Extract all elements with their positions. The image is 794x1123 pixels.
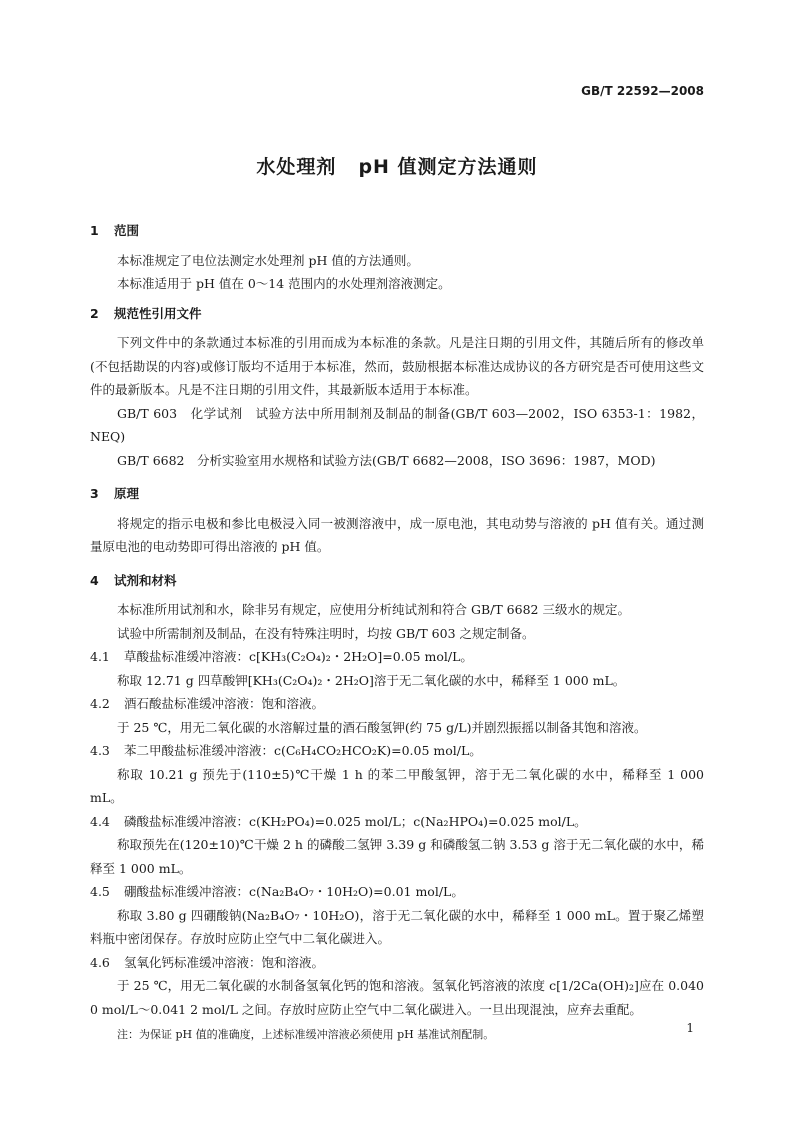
paragraph: 下列文件中的条款通过本标准的引用而成为本标准的条款。凡是注日期的引用文件，其随后所有的修改单(不包括勘误的内容)或修订版均不适用于本标准，然而，鼓励根据本标准达成协议的各方研究是否可使用这些文件的最新版本。凡是不注日期的引用文件，其最新版本适用于本标准。 <box>90 335 704 397</box>
paragraph: 称取预先在(120±10)℃干燥 2 h 的磷酸二氢钾 3.39 g 和磷酸氢二钠 3.53 g 溶于无二氧化碳的水中，稀释至 1 000 mL。 <box>90 837 704 876</box>
subsection-title: 4.5 硼酸盐标准缓冲溶液：c(Na₂B₄O₇・10H₂O)=0.01 mol/L。 <box>90 884 464 899</box>
section-heading-3: 3 原理 <box>90 486 140 501</box>
paragraph: 称取 3.80 g 四硼酸钠(Na₂B₄O₇・10H₂O)，溶于无二氧化碳的水中，稀释至 1 000 mL。置于聚乙烯塑料瓶中密闭保存。存放时应防止空气中二氧化碳进入。 <box>90 907 704 946</box>
paragraph: 本标准适用于 pH 值在 0～14 范围内的水处理剂溶液测定。 <box>117 276 451 291</box>
subsection-title: 4.3 苯二甲酸盐标准缓冲溶液：c(C₆H₄CO₂HCO₂K)=0.05 mol/L。 <box>90 743 482 758</box>
paragraph: 将规定的指示电极和参比电极浸入同一被测溶液中，成一原电池，其电动势与溶液的 pH 值有关。通过测量原电池的电动势即可得出溶液的 pH 值。 <box>90 515 704 554</box>
title-part-2: pH 值测定方法通则 <box>358 156 538 178</box>
subsection-title: 4.6 氢氧化钙标准缓冲溶液：饱和溶液。 <box>90 954 325 970</box>
paragraph: 于 25 ℃，用无二氧化碳的水制备氢氧化钙的饱和溶液。氢氧化钙溶液的浓度 c[1/2Ca(OH)₂]应在 0.040 0 mol/L～0.041 2 mol/L 之间。存放时应防止空气中二氧化碳进入。一旦出现混浊，应弃去重配。 <box>90 978 704 1017</box>
section-heading-2: 2 规范性引用文件 <box>90 305 202 321</box>
paragraph: 于 25 ℃，用无二氧化碳的水溶解过量的酒石酸氢钾(约 75 g/L)并剧烈振摇以制备其饱和溶液。 <box>117 719 647 735</box>
section-heading-4: 4 试剂和材料 <box>90 572 177 588</box>
document-body <box>90 215 704 1056</box>
subsection-title: 4.1 草酸盐标准缓冲溶液：c[KH₃(C₂O₄)₂・2H₂O]=0.05 mol/L。 <box>90 649 473 664</box>
subsection-title: 4.2 酒石酸盐标准缓冲溶液：饱和溶液。 <box>90 696 325 711</box>
reference-item: GB/T 6682 分析实验室用水规格和试验方法(GB/T 6682—2008，ISO 3696：1987，MOD) <box>117 452 656 468</box>
paragraph: 试验中所需制剂及制品，在没有特殊注明时，均按 GB/T 603 之规定制备。 <box>117 625 535 641</box>
paragraph: 本标准所用试剂和水，除非另有规定，应使用分析纯试剂和符合 GB/T 6682 三级水的规定。 <box>117 602 630 617</box>
title-part-1: 水处理剂 <box>256 156 337 178</box>
subsection-title: 4.4 磷酸盐标准缓冲溶液：c(KH₂PO₄)=0.025 mol/L；c(Na₂HPO₄)=0.025 mol/L。 <box>90 813 587 829</box>
note: 注：为保证 pH 值的准确度，上述标准缓冲溶液必须使用 pH 基准试剂配制。 <box>117 1028 495 1041</box>
page-number: 1 <box>686 1021 694 1035</box>
paragraph: 本标准规定了电位法测定水处理剂 pH 值的方法通则。 <box>117 252 419 268</box>
document-title <box>0 152 794 179</box>
standard-code: GB/T 22592—2008 <box>581 84 704 98</box>
reference-item: GB/T 603 化学试剂 试验方法中所用制剂及制品的制备(GB/T 603—2002，ISO 6353-1：1982，NEQ) <box>90 405 704 444</box>
section-heading-1: 1 范围 <box>90 223 140 238</box>
paragraph: 称取 10.21 g 预先于(110±5)℃干燥 1 h 的苯二甲酸氢钾，溶于无二氧化碳的水中，稀释至 1 000 mL。 <box>90 766 704 805</box>
paragraph: 称取 12.71 g 四草酸钾[KH₃(C₂O₄)₂・2H₂O]溶于无二氧化碳的水中，稀释至 1 000 mL。 <box>117 672 626 688</box>
